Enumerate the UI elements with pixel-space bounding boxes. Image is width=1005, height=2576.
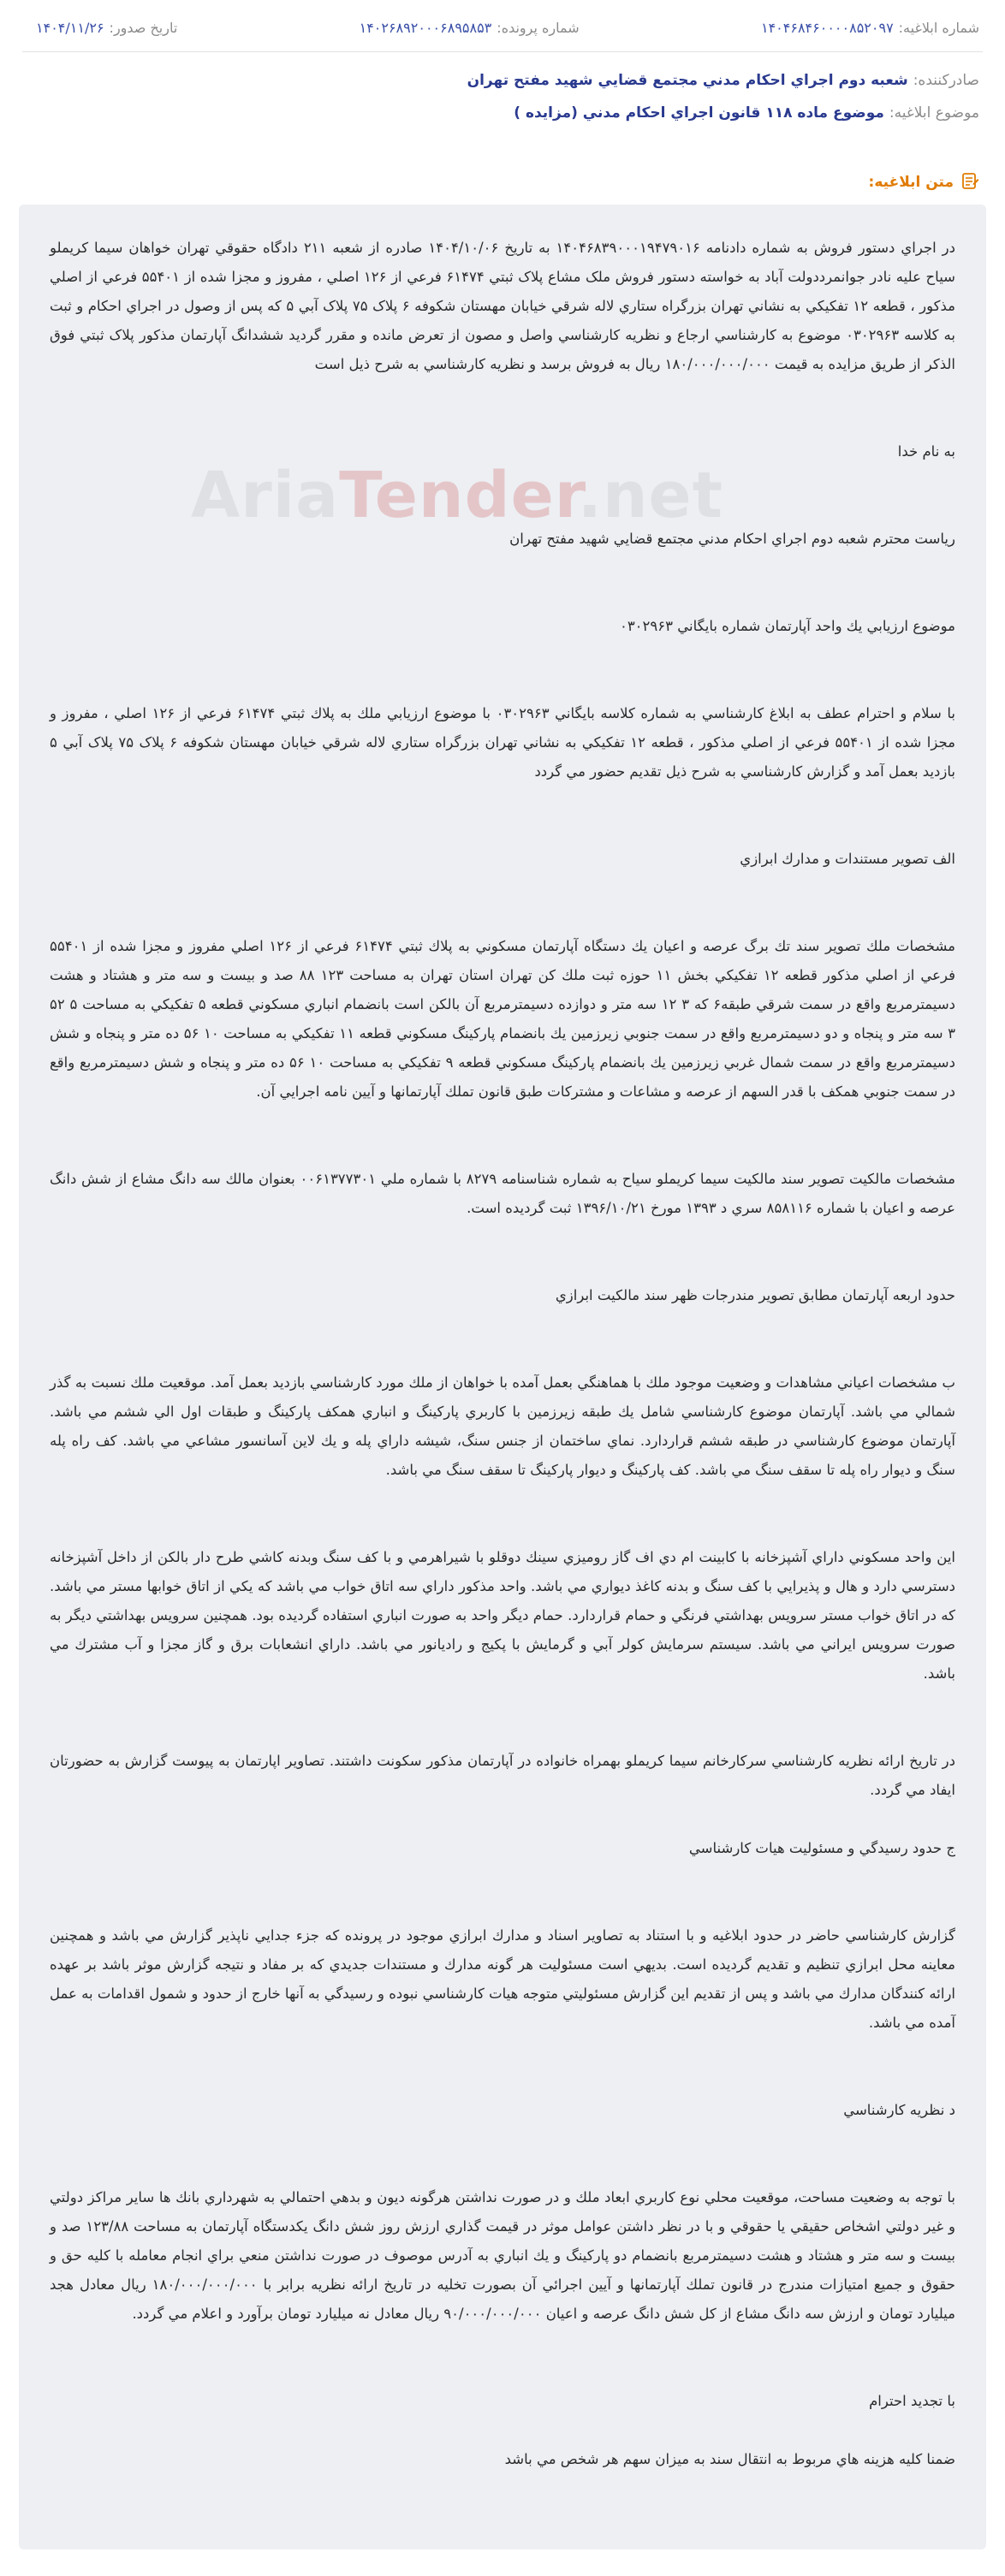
meta-divider xyxy=(22,51,983,52)
paragraph-subject: موضوع ارزيابي يك واحد آپارتمان شماره بايگاني ۰۳۰۲۹۶۳ xyxy=(619,618,955,634)
paragraph-property-specs: مشخصات ملك تصوير سند تك برگ عرصه و اعيان يك دستگاه آپارتمان مسكوني به پلاك ثبتي ۶۱۴۷۴ فرعي از ۱۲۶ اصلي مفروز و مجزا شده از ۵۵۴۰۱ فرعي از اصلي مذكور قطعه ۱۲ تفكيكي بخش ۱۱ حوزه ثبت ملك كن تهران استان تهران به مساحت ۱۲۳ ۸۸ صد و بيست و سه متر و هشتاد و هشت دسيمترمربع واقع در سمت شرقي طبقه۶ كه ۳ ۱۲ سه متر و دوازده دسيمترمربع آن بالكن است بانضمام انباري مسكوني قطعه ۵ تفكيكي به مساحت ۵ ۵۲ ۳ سه متر و پنجاه و دو دسيمترمربع واقع در سمت جنوبي زيرزمين يك بانضمام پاركينگ مسكوني قطعه ۱۱ تفكيكي به مساحت ۱۰ ۵۶ ده متر و پنجاه و شش دسيمترمربع واقع در سمت شمال غربي زيرزمين يك بانضمام پاركينگ مسكوني قطعه ۹ تفكيكي به مساحت ۱۰ ۵۶ ده متر و پنجاه و شش دسيمترمربع واقع در سمت جنوبي همكف با قدر السهم از عرصه و مشاعات و مشتركات طبق قانون تملك آپارتمانها و آيين نامه اجرايي آن. xyxy=(50,938,955,1100)
watermark-brand-aria: Aria xyxy=(191,459,340,532)
notice-number-value: ۱۴۰۴۶۸۴۶۰۰۰۰۸۵۲۰۹۷ xyxy=(760,19,894,36)
issue-date-label: تاريخ صدور: xyxy=(109,19,178,36)
paragraph-building-specs: ب مشخصات اعياني مشاهدات و وضعيت موجود ملك با هماهنگي بعمل آمده با خواهان از ملك مورد كارشناسي بازديد بعمل آمد. موقعيت ملك نسبت به گذر شمالي مي باشد. آپارتمان موضوع كارشناسي شامل يك طبقه زيرزمين با كاربري پاركينگ و انباري همكف پاركينگ و طبقات اول الي ششم مي باشد. آپارتمان موضوع كارشناسي در طبقه ششم قراردارد. نماي ساختمان از جنس سنگ، شيشه داراي پله و يك لاين آسانسور مشاعي مي باشد. كف راه پله سنگ و ديوار راه پله تا سقف سنگ مي باشد. كف پاركينگ و ديوار پاركينگ تا سقف سنگ مي باشد. xyxy=(50,1374,955,1478)
notice-body xyxy=(19,205,986,2549)
paragraph-intro: در اجراي دستور فروش به شماره دادنامه ۱۴۰۴۶۸۳۹۰۰۰۱۹۴۷۹۰۱۶ به تاريخ ۱۴۰۴/۱۰/۰۶ صادره از شعبه ۲۱۱ دادگاه حقوقي تهران خواهان سيما کريملو سياح عليه نادر جوانمرددولت آباد به خواسته دستور فروش ملک مشاع پلاک ثبتي ۶۱۴۷۴ فرعي از ۱۲۶ اصلي ، مفروز و مجزا شده از ۵۵۴۰۱ فرعي از اصلي مذکور ، قطعه ۱۲ تفکيکي به نشاني تهران بزرگراه ستاري لاله شرقي خيابان مهستان شکوفه ۶ پلاک ۷۵ پلاک آبي ۵ که پس از وصول در اجراي احکام و ثبت به کلاسه ۰۳۰۲۹۶۳ موضوع به کارشناسي ارجاع و نظريه کارشناسي واصل و مصون از تعرض مانده و مقرر گرديد ششدانگ آپارتمان مذکور پلاک ثبتي فوق الذکر از طريق مزايده به قيمت ۱۸۰/۰۰۰/۰۰۰/۰۰۰ ريال به فروش برسد و نظريه کارشناسي به شرح ذيل است xyxy=(50,240,956,372)
paragraph-responsibility: گزارش كارشناسي حاضر در حدود ابلاغيه و با استناد به تصاوير اسناد و مدارك ابرازي موجود در پرونده كه جزء جدايي ناپذير گزارش مي باشد و همچنين معاينه محل ابرازي تنظيم و تقديم گرديده است. بديهي است مسئوليت هر گونه مدارك و مستندات جديدي كه بر مفاد و نتيجه گزارش موثر باشد بر عهده ارائه كنندگان مدارك مي باشد و پس از تقديم اين گزارش مسئوليتي متوجه هيات كارشناسي نبوده و رسيدگي به آنها خارج از حدود و شمول اقدامات به عمل آمده مي باشد. xyxy=(50,1927,955,2031)
paragraph-addressee: رياست محترم شعبه دوم اجراي احکام مدني مجتمع قضايي شهيد مفتح تهران xyxy=(509,531,955,547)
notice-number xyxy=(761,20,979,36)
notice-text-title: متن ابلاغيه: xyxy=(868,174,954,191)
paragraph-valuation: با توجه به وضعيت مساحت، موقعيت محلي نوع كاربري ابعاد ملك و در صورت نداشتن هرگونه ديون و بدهي احتمالي به شهرداري بانك ها ساير مراكز دولتي و غير دولتي اشخاص حقيقي يا حقوقي و با در نظر داشتن عوامل موثر در قيمت گذاري ارزش روز شش دانگ يكدستگاه آپارتمان به مساحت ۱۲۳/۸۸ صد و بيست و سه متر و هشتاد و هشت دسيمترمربع بانضمام دو پاركينگ و يك انباري به آدرس موصوف در صورت نداشتن منعي براي انجام معامله با كليه حق و حقوق و جميع امتيازات مندرج در قانون تملك آپارتمانها و آيين اجرائي آن بصورت تخليه در تاريخ ارائه نظريه برابر با ۱۸۰/۰۰۰/۰۰۰/۰۰۰ ريال معادل هجد ميليارد تومان و ارزش سه دانگ مشاع از كل شش دانگ عرصه و اعيان ۹۰/۰۰۰/۰۰۰/۰۰۰ ريال معادل نه ميليارد تومان برآورد و اعلام مي گردد. xyxy=(50,2189,955,2322)
notice-number-label: شماره ابلاغيه: xyxy=(898,19,979,36)
heading-scope: ج حدود رسيدگي و مسئوليت هيات كارشناسي xyxy=(688,1840,955,1856)
subject-label: موضوع ابلاغيه: xyxy=(889,104,979,122)
paragraph-occupancy: در تاريخ ارائه نظريه كارشناسي سركارخانم سيما كريملو بهمراه خانواده در آپارتمان مذكور سكونت داشتند. تصاوير اپارتمان به پيوست گزارش به حضورتان ايفاد مي گردد. xyxy=(50,1753,955,1798)
watermark-brand-tender: Tender xyxy=(339,459,578,532)
paragraph-transfer-costs: ضمنا کليه هزينه هاي مربوط به انتقال سند به ميزان سهم هر شخص مي باشد xyxy=(504,2451,955,2467)
paragraph-ownership: مشخصات مالكيت تصوير سند مالكيت سيما كريملو سياح به شماره شناسنامه ۸۲۷۹ با شماره ملي ۰۰۶۱۳۷۷۳۰۱ بعنوان مالك سه دانگ مشاع از شش دانگ عرصه و اعيان با شماره ۸۵۸۱۱۶ سري د ۱۳۹۳ مورخ ۱۳۹۶/۱۰/۲۱ ثبت گرديده است. xyxy=(50,1171,955,1216)
subject-value: موضوع ماده ۱۱۸ قانون اجراي احکام مدني (مزايده ) xyxy=(514,104,884,122)
subject-row xyxy=(0,97,1005,129)
issue-date-value: ۱۴۰۴/۱۱/۲۶ xyxy=(36,19,104,36)
case-number-label: شماره پرونده: xyxy=(497,19,580,36)
paragraph-closing: با تجديد احترام xyxy=(869,2393,955,2409)
heading-opinion: د نظريه كارشناسي xyxy=(843,2102,955,2118)
document-text-icon xyxy=(960,171,979,194)
paragraph-boundaries: حدود اربعه آپارتمان مطابق تصوير مندرجات ظهر سند مالكيت ابرازي xyxy=(555,1287,955,1303)
issuer-label: صادرکننده: xyxy=(913,72,979,89)
heading-documents: الف تصوير مستندات و مدارك ابرازي xyxy=(740,851,955,867)
issue-date xyxy=(36,20,177,36)
paragraph-greeting: با سلام و احترام عطف به ابلاغ كارشناسي به شماره کلاسه بايگاني ۰۳۰۲۹۶۳ با موضوع ارزيابي ملك به پلاك ثبتي ۶۱۴۷۴ فرعي از ۱۲۶ اصلي ، مفروز و مجزا شده از ۵۵۴۰۱ فرعي از اصلي مذکور ، قطعه ۱۲ تفکيکي به نشاني تهران بزرگراه ستاري لاله شرقي خيابان مهستان شکوفه ۶ پلاک ۷۵ پلاک آبي ۵ بازديد بعمل آمد و گزارش كارشناسي به شرح ذيل تقديم حضور مي گردد xyxy=(50,705,955,780)
watermark-brand-net: .net xyxy=(577,459,724,532)
paragraph-unit-specs: اين واحد مسكوني داراي آشپزخانه با كابينت ام دي اف گاز روميزي سينك دوقلو با شيراهرمي و با كف سنگ وبدنه كاشي طرح دار بالكن از داخل آشپزخانه دسترسي دارد و هال و پذيرايي با كف سنگ و بدنه كاغذ ديواري مي باشد. واحد مذكور داراي سه اتاق خواب مي باشد كه يكي از اتاق خوابها مستر مي باشد. كه در اتاق خواب مستر سرويس بهداشتي فرنگي و حمام قراردارد. حمام ديگر واحد به صورت انباري استفاده گرديده بود. همچنين سرويس بهداشتي ديگر به صورت سرويس ايراني مي باشد. سيستم سرمايش كولر آبي و گرمايش با پكيج و راديانور مي باشد. داراي انشعابات برق و گاز مجزا و آب مشترك مي باشد. xyxy=(50,1549,955,1682)
case-number-value: ۱۴۰۲۶۸۹۲۰۰۰۶۸۹۵۸۵۳ xyxy=(359,19,492,36)
notice-text-heading xyxy=(26,170,979,194)
paragraph-bismillah: به نام خدا xyxy=(897,443,955,460)
issuer-row xyxy=(0,64,1005,97)
case-number xyxy=(360,20,580,36)
notice-meta xyxy=(0,0,1005,45)
issuer-value: شعبه دوم اجراي احکام مدني مجتمع قضايي شهيد مفتح تهران xyxy=(467,72,908,89)
